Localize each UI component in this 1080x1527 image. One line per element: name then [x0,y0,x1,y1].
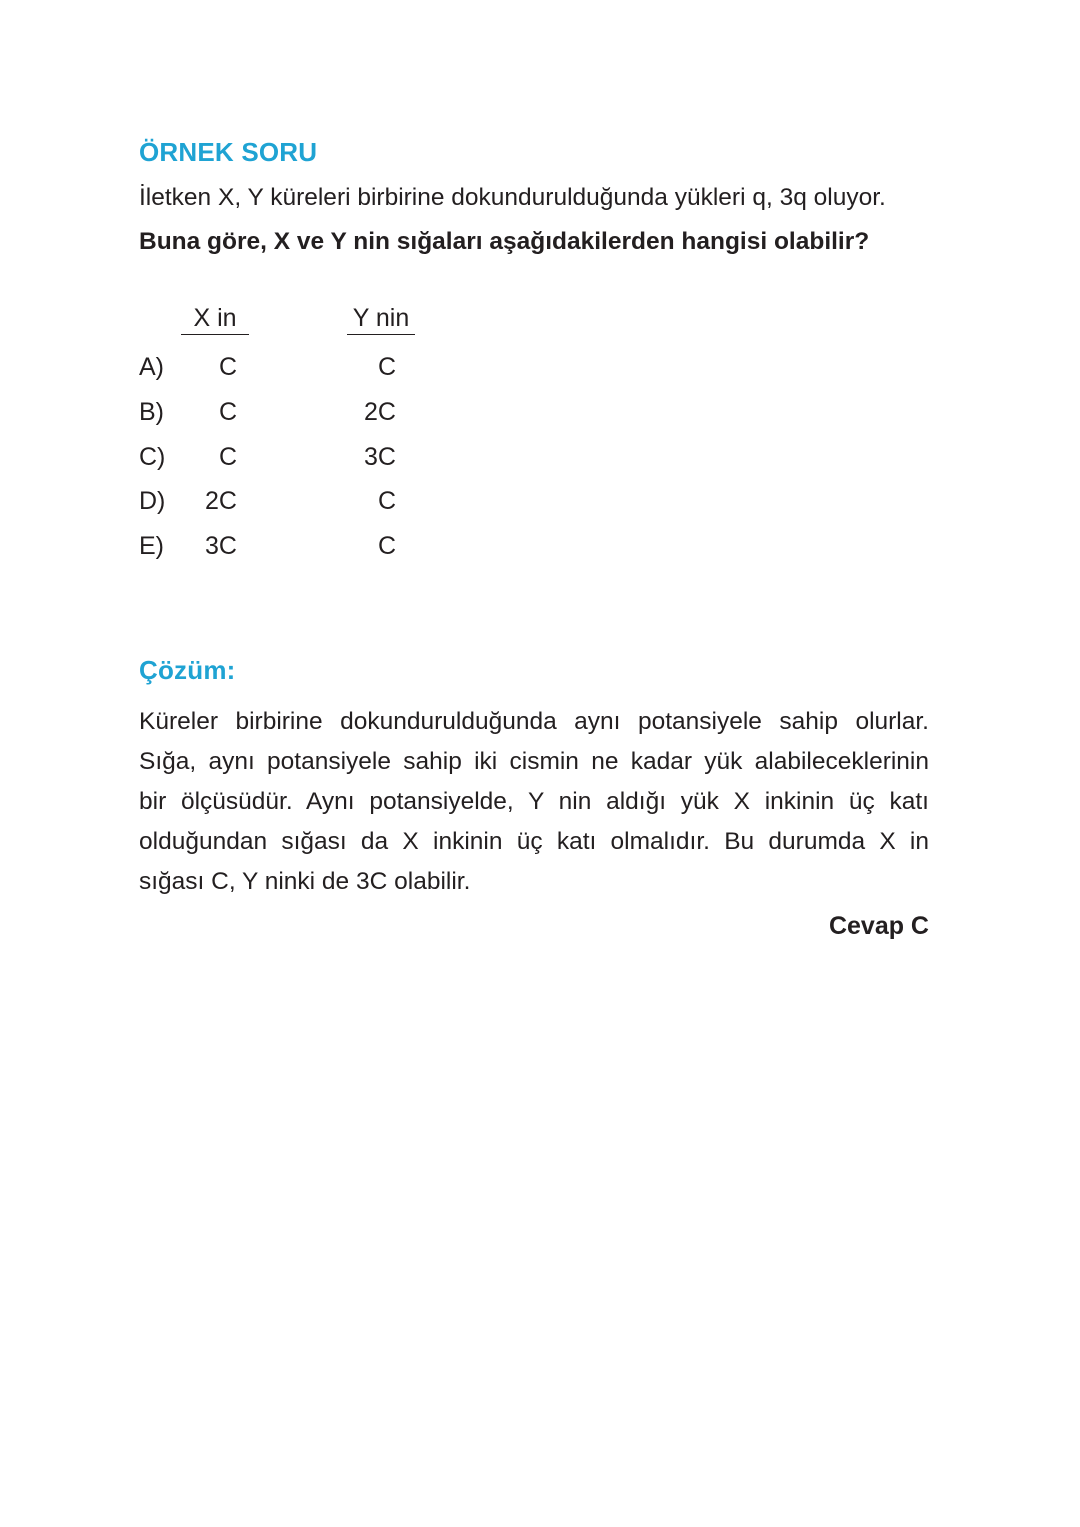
question-statement: İletken X, Y küreleri birbirine dokundurulduğunda yükleri q, 3q oluyor. [139,184,886,211]
solution-line: Küreler birbirine dokundurulduğunda aynı potansiyele sahip olurlar. [139,708,929,735]
option-row [139,532,439,568]
option-y-value: C [377,487,396,515]
answer-text: Cevap C [828,912,929,940]
option-label: C) [139,443,166,471]
option-row [139,353,439,389]
option-row [139,487,439,523]
option-label: D) [139,487,166,515]
option-label: E) [139,532,164,560]
option-y-value: C [377,353,396,381]
option-y-value: 3C [364,443,396,471]
option-y-value: 2C [364,398,396,426]
solution-line: sığası C, Y ninki de 3C olabilir. [139,868,471,895]
question-prompt: Buna göre, X ve Y nin sığaları aşağıdakilerden hangisi olabilir? [139,228,870,255]
option-row [139,443,439,479]
solution-title: Çözüm: [139,655,236,685]
option-y-value: C [377,532,396,560]
solution-line: bir ölçüsüdür. Aynı potansiyelde, Y nin aldığı yük X inkinin üç katı [139,788,929,815]
solution-line: olduğundan sığası da X inkinin üç katı olmalıdır. Bu durumda X in [139,828,929,855]
y-column-header: Y nin [347,304,415,335]
example-question-title: ÖRNEK SORU [139,137,318,167]
option-label: A) [139,353,164,381]
option-x-value: C [218,443,237,471]
option-x-value: C [218,353,237,381]
answer-options-table [139,304,439,574]
solution-line: Sığa, aynı potansiyele sahip iki cismin ne kadar yük alabileceklerinin [139,748,929,775]
option-row [139,398,439,434]
option-x-value: 2C [205,487,237,515]
option-label: B) [139,398,164,426]
x-column-header: X in [181,304,249,335]
option-x-value: C [218,398,237,426]
option-x-value: 3C [205,532,237,560]
